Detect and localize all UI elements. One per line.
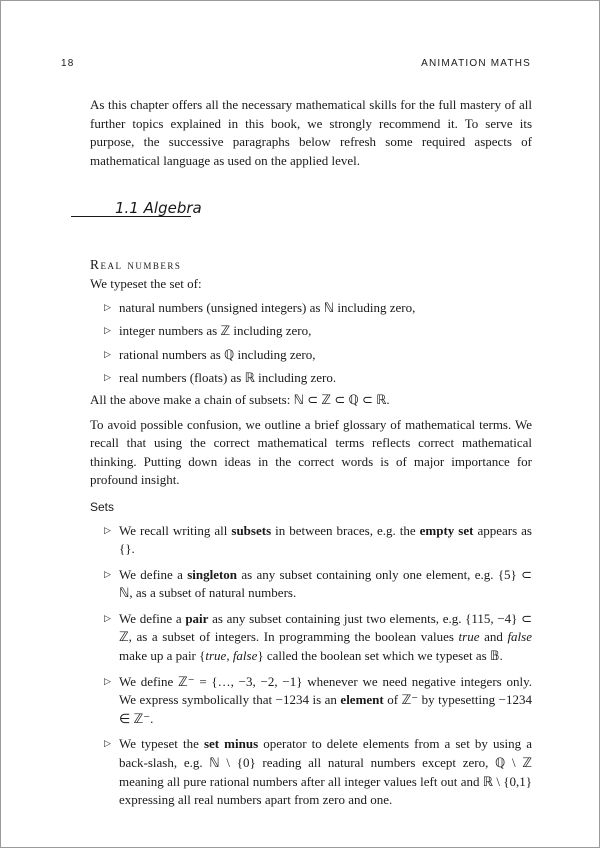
triangle-bullet-icon: ▷ xyxy=(104,613,111,624)
list-item xyxy=(90,735,532,809)
triangle-bullet-icon: ▷ xyxy=(104,373,111,384)
list-item-text: real numbers (floats) as ℝ including zero. xyxy=(119,370,337,386)
subheading-sets: Sets xyxy=(90,499,115,514)
list-item-text: rational numbers as ℚ including zero, xyxy=(119,346,316,362)
list-item-text: natural numbers (unsigned integers) as ℕ including zero, xyxy=(119,299,416,315)
list-item xyxy=(90,369,532,388)
list-item xyxy=(90,610,532,666)
triangle-bullet-icon: ▷ xyxy=(104,326,111,337)
triangle-bullet-icon: ▷ xyxy=(104,569,111,580)
running-title: ANIMATION MATHS xyxy=(421,58,531,69)
triangle-bullet-icon: ▷ xyxy=(104,349,111,360)
list-item xyxy=(90,299,532,318)
list-item-text: We define a singleton as any subset containing only one element, e.g. {5} ⊂ ℕ, as a subset of natural numbers. xyxy=(119,566,533,601)
page-number: 18 xyxy=(61,58,75,69)
subheading-real-numbers: Real numbers xyxy=(90,257,182,273)
triangle-bullet-icon: ▷ xyxy=(104,302,111,313)
subset-chain: All the above make a chain of subsets: ℕ ⊂ ℤ ⊂ ℚ ⊂ ℝ. xyxy=(90,391,390,407)
list-item-text: We typeset the set minus operator to delete elements from a set by using a back-slash, e.g. ℕ \ {0} reading all natural numbers except zero, ℚ \ ℤ meaning all pure rational numbers after all integer values left out and ℝ \ {0,1} expressing all real numbers apart from zero and one. xyxy=(119,736,532,808)
list-item-text: We recall writing all subsets in between braces, e.g. the empty set appears as {}. xyxy=(119,522,532,557)
list-item xyxy=(90,673,532,729)
section-name: Algebra xyxy=(143,199,202,217)
list-item-text: We define ℤ⁻ = {…, −3, −2, −1} whenever we need negative integers only. We express symbolically that −1234 is an element of ℤ⁻ by typesetting −1234 ∈ ℤ⁻. xyxy=(119,673,532,726)
glossary-paragraph: To avoid possible confusion, we outline a brief glossary of mathematical terms. We recall that using the correct mathematical terms reflects correct mathematical thinking. Putting down ideas in the correct words is of major importance for profound insight. xyxy=(90,416,532,488)
page-body xyxy=(90,96,532,810)
intro-paragraph: As this chapter offers all the necessary mathematical skills for the full mastery of all further topics explained in this book, we strongly recommend it. To serve its purpose, the successive paragraphs below refresh some required aspects of mathematical language as used on the applied level. xyxy=(90,97,532,168)
list-item xyxy=(90,322,532,341)
section-spacer xyxy=(90,170,532,256)
triangle-bullet-icon: ▷ xyxy=(104,739,111,750)
number-set-list xyxy=(90,299,532,388)
list-item-text: We define a pair as any subset containing just two elements, e.g. {115, −4} ⊂ ℤ, as a subset of integers. In programming the boolean values true and false make up a pair {true, false} called the boolean set which we typeset as 𝔹. xyxy=(119,610,533,664)
real-numbers-lead: We typeset the set of: xyxy=(90,275,202,291)
triangle-bullet-icon: ▷ xyxy=(104,676,111,687)
list-item xyxy=(90,522,532,559)
triangle-bullet-icon: ▷ xyxy=(104,525,111,536)
list-item-text: integer numbers as ℤ including zero, xyxy=(119,323,312,339)
section-number: 1.1 xyxy=(115,199,139,217)
list-item xyxy=(90,566,532,603)
sets-list xyxy=(90,522,532,810)
list-item xyxy=(90,346,532,365)
